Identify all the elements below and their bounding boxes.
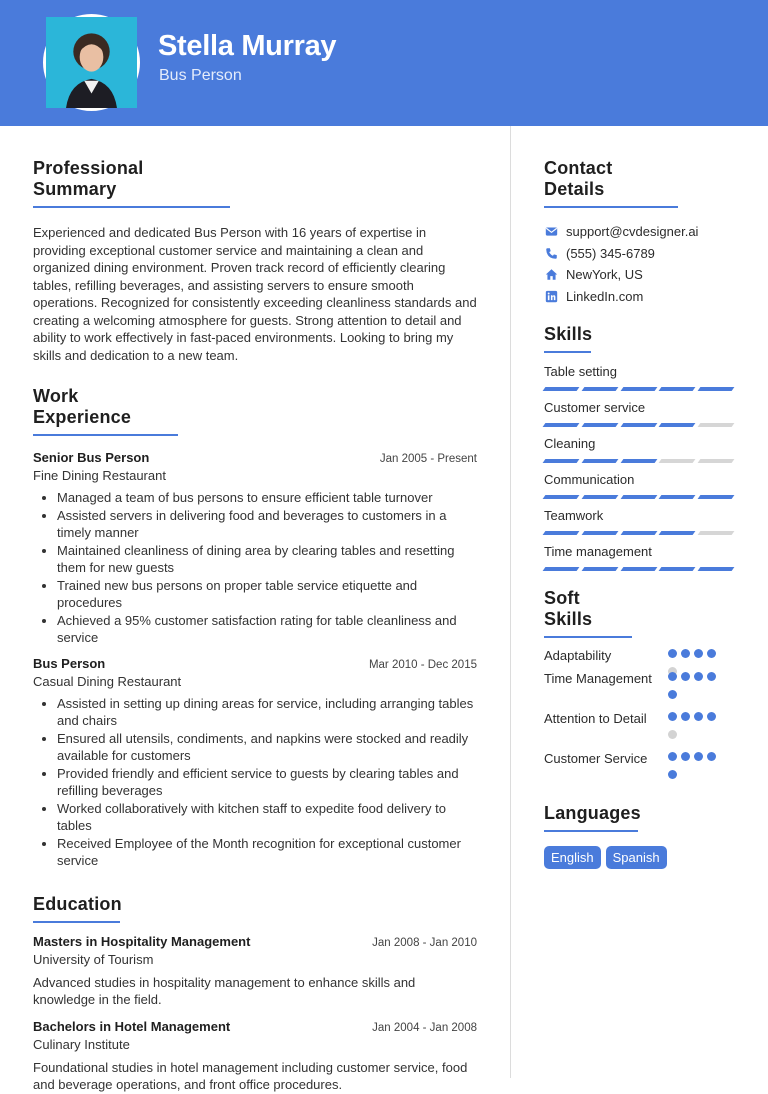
- list-item: • Achieved a 95% customer satisfaction rating for table cleanliness and service: [57, 612, 477, 647]
- profile-photo-icon: [46, 17, 137, 108]
- skill-level-segment: [581, 387, 618, 391]
- summary-text: Experienced and dedicated Bus Person with 16 years of expertise in providing exceptional customer service and maintaining a clean and organized dining environment. Proven track record of efficiently clearing tables, refilling beverages, and assisting servers to ensure smooth operations. Recognized for consistently exceeding cleanliness standards and creating a welcoming atmosphere for guests. Strong attention to detail and ability to work effectively in fast-paced environments. Looking to bring my skills and dedication to a new team.: [33, 225, 477, 363]
- rating-dot: [681, 649, 690, 658]
- skill-name: Teamwork: [544, 508, 604, 523]
- job-title: Senior Bus Person: [33, 450, 150, 465]
- skill-level-segment: [620, 459, 657, 463]
- skill-level-segment: [543, 423, 580, 427]
- contact-text: (555) 345-6789: [566, 245, 655, 261]
- skill-level-bar: [544, 531, 733, 535]
- skill-level-segment: [698, 423, 735, 427]
- skill-level-segment: [698, 459, 735, 463]
- skill-name: Time management: [544, 544, 652, 559]
- job-bullets: [33, 489, 477, 647]
- education-date: Jan 2004 - Jan 2008: [372, 1021, 477, 1034]
- section-heading: Soft Skills: [544, 588, 632, 638]
- rating-dot: [694, 752, 703, 761]
- list-item: • Trained new bus persons on proper table service etiquette and procedures: [57, 577, 477, 612]
- contact-location: [544, 264, 736, 286]
- job-title: Bus Person: [33, 655, 106, 671]
- linkedin-icon: [544, 289, 558, 303]
- languages-section: [544, 803, 736, 869]
- job-date: Jan 2005 - Present: [379, 453, 477, 465]
- resume-header: [0, 0, 768, 126]
- list-item: • Assisted in setting up dining areas for service, including arranging tables and chairs: [57, 695, 477, 730]
- soft-skill-row: [544, 710, 736, 750]
- skill-level-segment: [543, 567, 580, 571]
- rating-dot: [668, 770, 677, 779]
- avatar: [43, 14, 140, 111]
- rating-dot: [668, 690, 677, 699]
- soft-skill-rating: [668, 672, 724, 708]
- contact-text: support@cvdesigner.ai: [566, 224, 699, 240]
- skill-level-segment: [698, 567, 735, 571]
- section-heading: Skills: [544, 324, 591, 353]
- skill-level-segment: [620, 387, 657, 391]
- skill-level-segment: [620, 567, 657, 571]
- skill-level-segment: [620, 495, 657, 499]
- soft-skill-name: Attention to Detail: [544, 711, 647, 726]
- soft-skill-row: [544, 670, 736, 710]
- soft-skill-row: [544, 647, 736, 670]
- skill-level-segment: [581, 459, 618, 463]
- contact-section: [544, 158, 736, 307]
- skill-level-segment: [620, 423, 657, 427]
- soft-skills-section: [544, 588, 736, 790]
- sidebar-column: [544, 158, 736, 869]
- skill-level-segment: [543, 459, 580, 463]
- language-badge: Spanish: [606, 846, 667, 869]
- list-item: • Assisted servers in delivering food and beverages to customers in a timely manner: [57, 507, 477, 542]
- school-name: Culinary Institute: [33, 1036, 130, 1052]
- rating-dot: [707, 752, 716, 761]
- skill-level-bar: [544, 459, 733, 463]
- rating-dot: [668, 730, 677, 739]
- education-entry: [33, 1019, 477, 1094]
- skill-level-segment: [543, 531, 580, 535]
- skill-level-segment: [620, 531, 657, 535]
- job-company: Fine Dining Restaurant: [33, 468, 166, 483]
- skill-level-segment: [698, 531, 735, 535]
- skill-level-segment: [698, 387, 735, 391]
- soft-skill-rating: [668, 752, 724, 788]
- list-item: • Worked collaboratively with kitchen staff to expedite food delivery to tables: [57, 800, 477, 835]
- section-heading: Contact Details: [544, 158, 678, 208]
- experience-section: [33, 386, 477, 870]
- skill-level-bar: [544, 387, 733, 391]
- rating-dot: [707, 649, 716, 658]
- skill-level-segment: [698, 495, 735, 499]
- education-section: [33, 894, 477, 1094]
- skill-level-segment: [581, 423, 618, 427]
- column-divider: [510, 126, 511, 1078]
- skill-level-bar: [544, 495, 733, 499]
- soft-skill-row: [544, 750, 736, 790]
- language-badge: English: [544, 846, 601, 869]
- list-item: • Ensured all utensils, condiments, and napkins were stocked and readily available for customers: [57, 730, 477, 765]
- list-item: • Received Employee of the Month recognition for exceptional customer service: [57, 835, 477, 870]
- job-bullets: [33, 695, 477, 870]
- rating-dot: [668, 672, 677, 681]
- skill-level-bar: [544, 423, 733, 427]
- skill-name: Cleaning: [544, 436, 596, 451]
- languages-list: [544, 846, 736, 869]
- contact-text: NewYork, US: [566, 267, 643, 283]
- rating-dot: [707, 672, 716, 681]
- education-entry: [33, 934, 477, 1009]
- home-icon: [544, 268, 558, 282]
- job-entry: [33, 450, 477, 647]
- rating-dot: [681, 752, 690, 761]
- job-entry: [33, 656, 477, 870]
- education-description: Foundational studies in hotel management including customer service, food and beverage operations, and front office procedures.: [33, 1059, 468, 1092]
- soft-skill-name: Adaptability: [544, 648, 612, 663]
- summary-section: [33, 158, 477, 364]
- skill-level-segment: [659, 459, 696, 463]
- education-date: Jan 2008 - Jan 2010: [372, 936, 477, 949]
- envelope-icon: [544, 225, 558, 239]
- rating-dot: [694, 649, 703, 658]
- skill-level-segment: [659, 531, 696, 535]
- skill-name: Customer service: [544, 400, 646, 415]
- skill-level-segment: [581, 567, 618, 571]
- phone-icon: [544, 246, 558, 260]
- rating-dot: [707, 712, 716, 721]
- rating-dot: [694, 672, 703, 681]
- contact-linkedin[interactable]: [544, 286, 736, 308]
- skill-level-segment: [659, 567, 696, 571]
- skill-level-segment: [659, 495, 696, 499]
- rating-dot: [681, 712, 690, 721]
- skill-level-segment: [659, 423, 696, 427]
- soft-skills-list: [544, 647, 736, 790]
- section-heading: Professional Summary: [33, 158, 230, 208]
- degree-title: Bachelors in Hotel Management: [33, 1018, 231, 1034]
- list-item: • Provided friendly and efficient service to guests by clearing tables and refilling beverages: [57, 765, 477, 800]
- soft-skill-name: Customer Service: [544, 751, 648, 766]
- list-item: • Maintained cleanliness of dining area by clearing tables and resetting them for new guests: [57, 542, 477, 577]
- contact-email[interactable]: [544, 221, 736, 243]
- education-description: Advanced studies in hospitality management to enhance skills and knowledge in the field.: [33, 974, 416, 1007]
- skill-level-segment: [659, 387, 696, 391]
- rating-dot: [668, 752, 677, 761]
- skill-level-bar: [544, 567, 733, 571]
- soft-skill-name: Time Management: [544, 671, 652, 686]
- job-company: Casual Dining Restaurant: [33, 673, 182, 689]
- list-item: • Managed a team of bus persons to ensure efficient table turnover: [57, 489, 477, 507]
- main-column: [33, 158, 477, 1094]
- section-heading: Languages: [544, 803, 638, 832]
- contact-phone[interactable]: [544, 243, 736, 265]
- contact-text: LinkedIn.com: [566, 288, 644, 304]
- job-date: Mar 2010 - Dec 2015: [368, 658, 477, 671]
- skill-name: Communication: [544, 472, 635, 487]
- candidate-name: Stella Murray: [158, 30, 337, 62]
- soft-skill-rating: [668, 712, 724, 748]
- school-name: University of Tourism: [33, 951, 154, 967]
- degree-title: Masters in Hospitality Management: [33, 933, 251, 949]
- skill-level-segment: [581, 495, 618, 499]
- rating-dot: [681, 672, 690, 681]
- candidate-title: Bus Person: [159, 67, 242, 84]
- skill-level-segment: [543, 495, 580, 499]
- skill-level-segment: [543, 387, 580, 391]
- rating-dot: [668, 649, 677, 658]
- skill-level-segment: [581, 531, 618, 535]
- skills-section: [544, 324, 736, 571]
- skills-list: [544, 364, 736, 571]
- rating-dot: [694, 712, 703, 721]
- section-heading: Work Experience: [33, 386, 178, 436]
- skill-name: Table setting: [544, 364, 617, 379]
- rating-dot: [668, 712, 677, 721]
- section-heading: Education: [33, 894, 120, 923]
